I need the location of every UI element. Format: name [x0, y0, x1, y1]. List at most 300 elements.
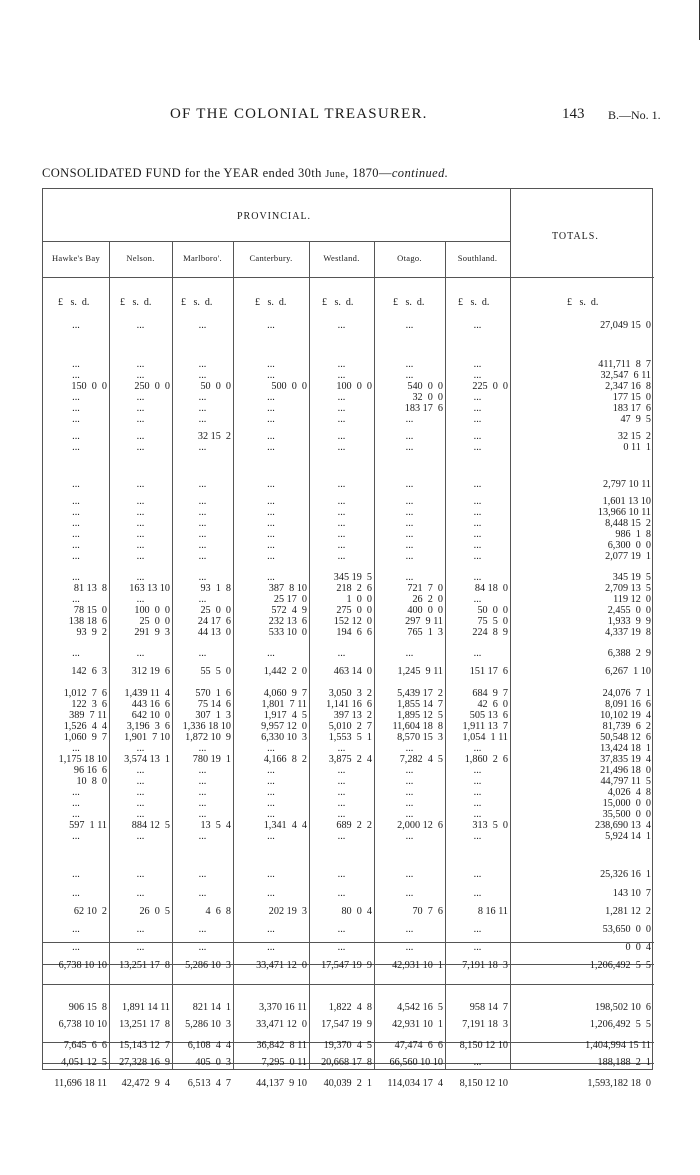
cell-value: ...	[473, 518, 482, 529]
cell-value: ...	[72, 648, 80, 659]
cell-value: ...	[473, 403, 482, 414]
cell-value: ...	[72, 798, 80, 809]
cell-value: ...	[72, 392, 80, 403]
cell-value: 505 13 6	[469, 710, 508, 721]
cell-value: ...	[72, 529, 80, 540]
cell-value: 8 16 11	[477, 906, 508, 917]
cell-value: 96 16 6	[73, 765, 107, 776]
cell-value: ...	[337, 776, 346, 787]
cell-value: ...	[136, 787, 145, 798]
cell-value: ...	[198, 924, 207, 935]
cell-value: 122 3 6	[71, 699, 107, 710]
cell-value: ...	[72, 594, 80, 605]
cell-value: ...	[198, 798, 207, 809]
cell-value: 42,472 9 4	[121, 1078, 170, 1089]
cell-value: ...	[72, 370, 80, 381]
cell-value: ...	[267, 496, 275, 507]
cell-value: ...	[72, 831, 80, 842]
table-row	[43, 888, 654, 900]
cell-value: 44,137 9 10	[256, 1078, 307, 1089]
total-value: 119 12 0	[613, 594, 651, 605]
cell-value: ...	[473, 540, 482, 551]
cell-value: ...	[267, 572, 275, 583]
cell-value: ...	[198, 942, 207, 953]
cell-value: 33,471 12 0	[256, 960, 307, 971]
cell-value: ...	[198, 648, 207, 659]
cell-value: ...	[473, 743, 482, 754]
cell-value: 1,526 4 4	[63, 721, 107, 732]
running-header	[0, 106, 700, 126]
lsd-header: £ s. d.	[567, 297, 599, 308]
total-value: 8,448 15 2	[605, 518, 651, 529]
cell-value: 44 13 0	[197, 627, 231, 638]
cell-value: ...	[198, 776, 207, 787]
cell-value: 50 0 0	[200, 381, 231, 392]
total-value: 1,404,994 15 11	[585, 1040, 651, 1051]
group-rule	[43, 241, 510, 242]
cell-value: 8,150 12 10	[459, 1040, 508, 1051]
cell-value: ...	[136, 479, 145, 490]
total-value: 6,388 2 9	[607, 648, 651, 659]
table-row	[43, 1002, 654, 1014]
cell-value: 3,196 3 6	[126, 721, 170, 732]
total-value: 2,797 10 11	[602, 479, 651, 490]
column-header: Marlboro'.	[183, 253, 222, 263]
cell-value: 142 6 3	[71, 666, 107, 677]
lsd-header: £ s. d.	[181, 297, 213, 308]
lsd-header: £ s. d.	[255, 297, 287, 308]
cell-value: 150 0 0	[71, 381, 107, 392]
cell-value: ...	[72, 359, 80, 370]
cell-value: 33,471 12 0	[256, 1019, 307, 1030]
cell-value: 689 2 2	[336, 820, 372, 831]
cell-value: 25 0 0	[139, 616, 170, 627]
cell-value: ...	[198, 787, 207, 798]
cell-value: 27,328 16 9	[119, 1057, 170, 1068]
cell-value: ...	[267, 765, 275, 776]
cell-value: 3,875 2 4	[328, 754, 372, 765]
total-value: 6,267 1 10	[605, 666, 651, 677]
cell-value: ...	[267, 540, 275, 551]
cell-value: 1,872 10 9	[185, 732, 231, 743]
cell-value: ...	[198, 529, 207, 540]
cell-value: 13,251 17 8	[119, 1019, 170, 1030]
cell-value: ...	[473, 370, 482, 381]
cell-value: ...	[136, 414, 145, 425]
cell-value: 13 5 4	[200, 820, 231, 831]
cell-value: ...	[405, 798, 414, 809]
cell-value: ...	[405, 809, 414, 820]
cell-value: ...	[473, 414, 482, 425]
cell-value: 114,034 17 4	[387, 1078, 443, 1089]
cell-value: ...	[337, 414, 346, 425]
cell-value: ...	[473, 507, 482, 518]
cell-value: ...	[136, 403, 145, 414]
cell-value: ...	[136, 798, 145, 809]
cell-value: ...	[473, 431, 482, 442]
table-row	[43, 551, 654, 563]
cell-value: ...	[72, 442, 80, 453]
cell-value: ...	[473, 320, 482, 331]
cell-value: ...	[136, 507, 145, 518]
cell-value: ...	[267, 924, 275, 935]
cell-value: 884 12 5	[131, 820, 170, 831]
header-rule	[43, 277, 654, 278]
cell-value: 36,842 8 11	[256, 1040, 307, 1051]
cell-value: ...	[405, 888, 414, 899]
cell-value: 26 0 5	[139, 906, 170, 917]
cell-value: 6,330 10 3	[261, 732, 307, 743]
cell-value: ...	[267, 359, 275, 370]
total-value: 4,337 19 8	[605, 627, 651, 638]
cell-value: ...	[337, 831, 346, 842]
cell-value: ...	[337, 551, 346, 562]
cell-value: ...	[267, 442, 275, 453]
cell-value: ...	[337, 479, 346, 490]
cell-value: ...	[405, 776, 414, 787]
cell-value: 307 1 3	[195, 710, 231, 721]
cell-value: ...	[72, 942, 80, 953]
cell-value: ...	[72, 869, 80, 880]
cell-value: ...	[473, 496, 482, 507]
total-value: 177 15 0	[612, 392, 651, 403]
total-value: 2,455 0 0	[607, 605, 651, 616]
cell-value: 906 15 8	[68, 1002, 107, 1013]
cell-value: ...	[337, 442, 346, 453]
cell-value: 7,645 6 6	[63, 1040, 107, 1051]
cell-value: 4,060 9 7	[263, 688, 307, 699]
cell-value: ...	[473, 572, 482, 583]
cell-value: ...	[267, 507, 275, 518]
total-value: 183 17 6	[612, 403, 651, 414]
total-value: 81,739 6 2	[602, 721, 651, 732]
cell-value: ...	[473, 942, 482, 953]
cell-value: ...	[72, 414, 80, 425]
cell-value: 1,855 14 7	[397, 699, 443, 710]
cell-value: ...	[198, 496, 207, 507]
cell-value: 42,931 10 1	[392, 1019, 443, 1030]
cell-value: 202 19 3	[268, 906, 307, 917]
page-number: 143	[562, 106, 585, 122]
cell-value: 765 1 3	[407, 627, 443, 638]
cell-value: ...	[136, 442, 145, 453]
total-value: 411,711 8 7	[598, 359, 651, 370]
cell-value: ...	[198, 403, 207, 414]
cell-value: ...	[405, 507, 414, 518]
cell-value: 7,295 0 11	[261, 1057, 307, 1068]
cell-value: ...	[136, 809, 145, 820]
cell-value: ...	[337, 518, 346, 529]
cell-value: ...	[136, 743, 145, 754]
cell-value: 397 13 2	[333, 710, 372, 721]
cell-value: ...	[72, 320, 80, 331]
cell-value: ...	[473, 1057, 482, 1068]
cell-value: ...	[405, 551, 414, 562]
cell-value: ...	[136, 518, 145, 529]
cell-value: ...	[473, 479, 482, 490]
cell-value: ...	[405, 540, 414, 551]
cell-value: 1,141 16 6	[326, 699, 372, 710]
cell-value: ...	[136, 320, 145, 331]
cell-value: 5,286 10 3	[185, 960, 231, 971]
cell-value: ...	[198, 518, 207, 529]
column-header: Nelson.	[126, 253, 155, 263]
cell-value: 151 17 6	[469, 666, 508, 677]
total-value: 21,496 18 0	[600, 765, 651, 776]
total-value: 47 9 5	[620, 414, 651, 425]
sum-rule	[43, 984, 654, 985]
cell-value: ...	[136, 529, 145, 540]
total-value: 37,835 19 4	[600, 754, 651, 765]
column-header: Canterbury.	[249, 253, 293, 263]
cell-value: 218 2 6	[336, 583, 372, 594]
caption-lead: CONSOLIDATED FUND for the YEAR ended 30th	[42, 166, 322, 180]
cell-value: ...	[198, 370, 207, 381]
cell-value: 684 9 7	[472, 688, 508, 699]
total-value: 27,049 15 0	[600, 320, 651, 331]
cell-value: ...	[473, 869, 482, 880]
cell-value: ...	[405, 496, 414, 507]
cell-value: ...	[337, 431, 346, 442]
cell-value: ...	[267, 414, 275, 425]
cell-value: ...	[337, 765, 346, 776]
cell-value: 47,474 6 6	[394, 1040, 443, 1051]
cell-value: 291 9 3	[134, 627, 170, 638]
cell-value: ...	[72, 403, 80, 414]
cell-value: ...	[337, 507, 346, 518]
cell-value: 32 15 2	[197, 431, 231, 442]
cell-value: 642 10 0	[131, 710, 170, 721]
table-row	[43, 1078, 654, 1090]
cell-value: ...	[473, 888, 482, 899]
cell-value: 6,513 4 7	[187, 1078, 231, 1089]
total-value: 25,326 16 1	[600, 869, 651, 880]
cell-value: 25 17 0	[273, 594, 307, 605]
cell-value: 297 9 11	[405, 616, 443, 627]
column-header: Southland.	[457, 253, 498, 263]
cell-value: ...	[337, 370, 346, 381]
total-value: 32,547 6 11	[600, 370, 651, 381]
cell-value: ...	[337, 809, 346, 820]
cell-value: ...	[337, 798, 346, 809]
cell-value: ...	[198, 809, 207, 820]
cell-value: ...	[267, 743, 275, 754]
cell-value: ...	[405, 572, 414, 583]
cell-value: 13,251 17 8	[119, 960, 170, 971]
cell-value: ...	[136, 648, 145, 659]
cell-value: 24 17 6	[197, 616, 231, 627]
total-value: 143 10 7	[612, 888, 651, 899]
cell-value: ...	[337, 869, 346, 880]
cell-value: ...	[72, 551, 80, 562]
cell-value: ...	[136, 831, 145, 842]
total-value: 198,502 10 6	[594, 1002, 651, 1013]
cell-value: 275 0 0	[336, 605, 372, 616]
total-value: 44,797 11 5	[600, 776, 651, 787]
total-value: 1,593,182 18 0	[587, 1078, 651, 1089]
cell-value: ...	[72, 540, 80, 551]
cell-value: 2,000 12 6	[397, 820, 443, 831]
cell-value: 250 0 0	[134, 381, 170, 392]
total-value: 0 0 4	[625, 942, 651, 953]
lsd-header: £ s. d.	[58, 297, 90, 308]
cell-value: 163 13 10	[129, 583, 170, 594]
cell-value: ...	[473, 809, 482, 820]
cell-value: 8,570 15 3	[397, 732, 443, 743]
cell-value: 225 0 0	[472, 381, 508, 392]
cell-value: 3,370 16 11	[258, 1002, 307, 1013]
cell-value: ...	[198, 320, 207, 331]
total-value: 6,300 0 0	[607, 540, 651, 551]
cell-value: 194 6 6	[336, 627, 372, 638]
cell-value: ...	[198, 594, 207, 605]
cell-value: 1,553 5 1	[328, 732, 372, 743]
cell-value: ...	[136, 496, 145, 507]
cell-value: ...	[136, 551, 145, 562]
cell-value: 389 7 11	[69, 710, 107, 721]
cell-value: 26 2 0	[412, 594, 443, 605]
cell-value: 7,282 4 5	[399, 754, 443, 765]
total-value: 5,924 14 1	[605, 831, 651, 842]
column-header: Westland.	[323, 253, 360, 263]
cell-value: ...	[267, 551, 275, 562]
cell-value: 400 0 0	[407, 605, 443, 616]
cell-value: ...	[198, 479, 207, 490]
cell-value: 8,150 12 10	[459, 1078, 508, 1089]
cell-value: 84 18 0	[474, 583, 508, 594]
total-value: 15,000 0 0	[602, 798, 651, 809]
cell-value: ...	[473, 392, 482, 403]
cell-value: 570 1 6	[195, 688, 231, 699]
cell-value: ...	[267, 942, 275, 953]
cell-value: ...	[198, 414, 207, 425]
total-value: 53,650 0 0	[602, 924, 651, 935]
total-value: 188,188 2 1	[597, 1057, 651, 1068]
cell-value: 721 7 0	[407, 583, 443, 594]
cell-value: 1,060 9 7	[63, 732, 107, 743]
cell-value: ...	[405, 529, 414, 540]
cell-value: ...	[267, 798, 275, 809]
cell-value: ...	[405, 831, 414, 842]
total-value: 13,966 10 11	[597, 507, 651, 518]
lsd-header: £ s. d.	[322, 297, 354, 308]
table-row	[43, 648, 654, 660]
cell-value: ...	[405, 648, 414, 659]
cell-value: ...	[72, 572, 80, 583]
cell-value: 821 14 1	[192, 1002, 231, 1013]
cell-value: 55 5 0	[200, 666, 231, 677]
cell-value: ...	[473, 776, 482, 787]
cell-value: ...	[473, 924, 482, 935]
cell-value: 93 1 8	[200, 583, 231, 594]
table-row	[43, 942, 654, 954]
cell-value: 93 9 2	[76, 627, 107, 638]
cell-value: 152 12 0	[333, 616, 372, 627]
cell-value: 387 8 10	[268, 583, 307, 594]
cell-value: 100 0 0	[336, 381, 372, 392]
cell-value: 1,245 9 11	[397, 666, 443, 677]
cell-value: ...	[337, 496, 346, 507]
cell-value: 81 13 8	[73, 583, 107, 594]
table-row	[43, 1019, 654, 1031]
table-row	[43, 320, 654, 332]
table-row	[43, 869, 654, 881]
cell-value: ...	[405, 869, 414, 880]
total-value: 50,548 12 6	[600, 732, 651, 743]
cell-value: 405 0 3	[195, 1057, 231, 1068]
cell-value: ...	[405, 359, 414, 370]
total-value: 986 1 8	[615, 529, 651, 540]
cell-value: ...	[136, 594, 145, 605]
cell-value: ...	[136, 392, 145, 403]
cell-value: ...	[337, 359, 346, 370]
table-row	[43, 906, 654, 918]
cell-value: 5,439 17 2	[397, 688, 443, 699]
cell-value: ...	[405, 518, 414, 529]
cell-value: 5,010 2 7	[328, 721, 372, 732]
cell-value: ...	[72, 507, 80, 518]
cell-value: 1 0 0	[346, 594, 372, 605]
cell-value: ...	[136, 869, 145, 880]
page-heading: OF THE COLONIAL TREASURER.	[170, 106, 428, 122]
cell-value: 4,166 8 2	[263, 754, 307, 765]
cell-value: 66,560 10 10	[389, 1057, 443, 1068]
cell-value: 780 19 1	[192, 754, 231, 765]
cell-value: ...	[473, 798, 482, 809]
table-row	[43, 831, 654, 843]
cell-value: ...	[337, 529, 346, 540]
total-value: 2,077 19 1	[605, 551, 651, 562]
cell-value: ...	[136, 572, 145, 583]
cell-value: ...	[136, 942, 145, 953]
cell-value: ...	[198, 540, 207, 551]
table-row	[43, 414, 654, 426]
cell-value: 6,738 10 10	[58, 1019, 107, 1030]
cell-value: 15,143 12 7	[119, 1040, 170, 1051]
cell-value: 25 0 0	[200, 605, 231, 616]
cell-value: ...	[337, 888, 346, 899]
cell-value: 224 8 9	[472, 627, 508, 638]
cell-value: ...	[198, 551, 207, 562]
total-value: 35,500 0 0	[602, 809, 651, 820]
cell-value: ...	[337, 924, 346, 935]
total-value: 345 19 5	[612, 572, 651, 583]
cell-value: ...	[267, 776, 275, 787]
cell-value: ...	[267, 431, 275, 442]
cell-value: ...	[72, 479, 80, 490]
total-value: 32 15 2	[617, 431, 651, 442]
cell-value: 9,957 12 0	[261, 721, 307, 732]
cell-value: 42 6 0	[477, 699, 508, 710]
cell-value: 50 0 0	[477, 605, 508, 616]
cell-value: 32 0 0	[412, 392, 443, 403]
cell-value: ...	[198, 831, 207, 842]
cell-value: ...	[267, 370, 275, 381]
cell-value: 1,891 14 11	[121, 1002, 170, 1013]
cell-value: ...	[405, 370, 414, 381]
table-row	[43, 960, 654, 972]
cell-value: ...	[136, 540, 145, 551]
cell-value: 62 10 2	[73, 906, 107, 917]
cell-value: 19,370 4 5	[323, 1040, 372, 1051]
cell-value: ...	[473, 594, 482, 605]
caption-continued: continued.	[391, 166, 449, 180]
consolidated-fund-table	[42, 188, 653, 1089]
cell-value: ...	[405, 924, 414, 935]
cell-value: ...	[136, 765, 145, 776]
lsd-header: £ s. d.	[458, 297, 490, 308]
cell-value: 958 14 7	[469, 1002, 508, 1013]
